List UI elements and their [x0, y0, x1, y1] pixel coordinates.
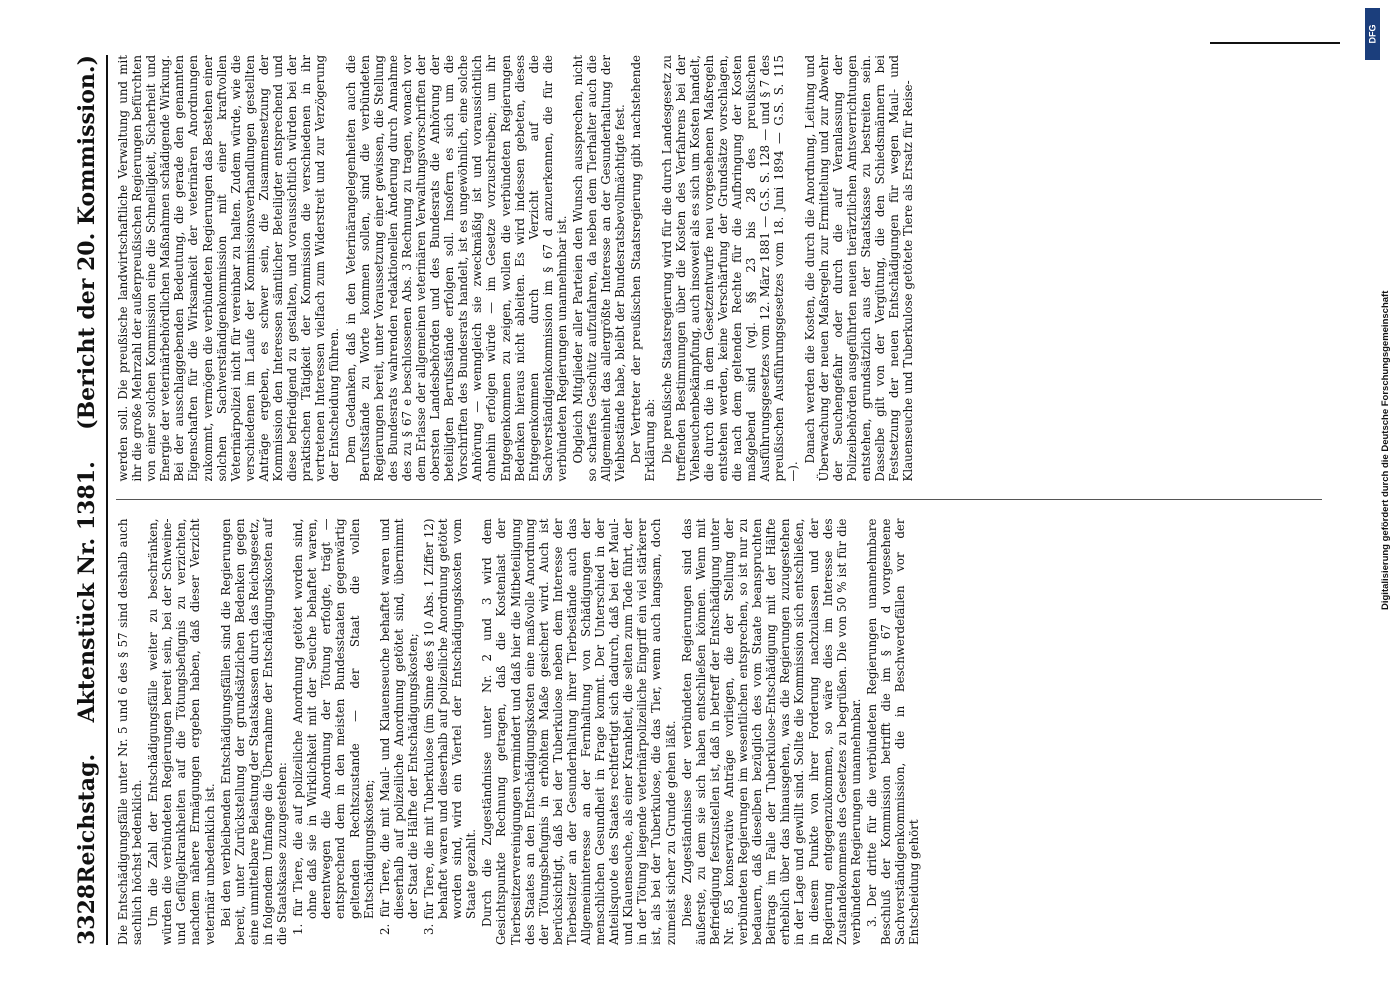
page-number: 3328: [73, 883, 100, 945]
paragraph: Dem Gedanken, daß in den Veterinärangelegenheiten auch die Berufsstände zu Worte kommen sollen, sind die verbündeten Regierungen bereit, unter Voraussetzung einer gewissen, die Stellung des Bundesrats wahrenden redaktionellen Änderung durch Annahme des zu § 67 e beschlossenen Abs. 3 Rechnung zu tragen, wonach vor dem Erlasse der allgemeinen veterinären Verwaltungsvorschriften der obersten Landesbehörden und des Bundesrats die Anhörung der beteiligten Berufsstände erfolgen soll. Insofern es sich um die Vorschriften des Bundesrats handelt, ist es ungewöhnlich, eine solche Anhörung — wenngleich sie zweckmäßig ist und voraussichtlich ohnehin erfolgen würde — im Gesetze vorzuschreiben; um ihr Entgegenkommen zu zeigen, wollen die verbündeten Regierungen Bedenken hieraus nicht ableiten. Es wird indessen gebeten, dieses Entgegenkommen durch Verzicht auf die Sachverständigenkommission im § 67 d anzuerkennen, die für die verbündeten Regierungen unannehmbar ist.: [343, 55, 569, 482]
paragraph: 3. Der dritte für die verbündeten Regierungen unannehmbare Beschluß der Kommission betrifft die im § 67 d vorgesehene Sachverständigenkommission, die in Beschwerdefällen vor der Entscheidung gehört: [864, 518, 921, 945]
paragraph: Durch die Zugeständnisse unter Nr. 2 und 3 wird dem Gesichtspunkte Rechnung getragen, daß die Kostenlast der Tierbesitzervereinigungen vermindert und daß hier die Mitbeteiligung des Staates an den Entschädigungskosten eine maßvolle Anordnung der Tötungsbefugnis in erhöhtem Maße gesichert wird. Auch ist berücksichtigt, daß bei der Tuberkulose neben dem Interesse der Tierbesitzer an der Gesunderhaltung ihrer Tierbestände auch das Allgemeininteresse an der Fernhaltung von Schädigungen der menschlichen Gesundheit in Frage kommt. Der Unterschied in der Anteilsquote des Staates rechtfertigt sich dadurch, daß bei der Maul- und Klauenseuche, als einer Krankheit, die selten zum Tode führt, der in der Tötung liegende veterinärpolizeiliche Eingriff ein viel stärkerer ist, als bei der Tuberkulose, die das Tier, wenn auch langsam, doch zumeist sicher zu Grunde gehen läßt.: [479, 518, 678, 945]
header-rule: [106, 55, 108, 945]
paragraph: Die preußische Staatsregierung wird für die durch Landesgesetz zu treffenden Bestimmungen über die Kosten des Verfahrens bei der Viehseuchenbekämpfung, auch insoweit als es sich um Kosten handelt, die durch die in dem Gesetzentwurfe neu vorgesehenen Maßregeln entstehen werden, keine Verschärfung der Grundsätze vorschlagen, die nach dem geltenden Rechte für die Aufbringung der Kosten maßgebend sind (vgl. §§ 23 bis 28 des preußischen Ausführungsgesetzes vom 12. März 1881 — G.S. S. 128 — und § 7 des preußischen Ausführungsgesetzes vom 18. Juni 1894 — G.S. S. 115 —).: [659, 55, 800, 482]
paragraph: Diese Zugeständnisse der verbündeten Regierungen sind das äußerste, zu dem sie sich haben entschließen können. Wenn mit Befriedigung festzustellen ist, daß in betreff der Entschädigung unter Nr. 85 konservative Anträge vorliegen, die der Stellung der verbündeten Regierungen im wesentlichen entsprechen, so ist nur zu bedauern, daß dieselben bezüglich des vom Staate beanspruchten Beitrags im Falle der Tuberkulose-Entschädigung mit der Hälfte erheblich über das hinausgehen, was die Regierungen zuzugestehen in der Lage und gewillt sind. Sollte die Kommission sich entschließen, in diesem Punkte von ihrer Forderung nachzulassen und der Regierung entgegenzukommen, so wäre dies im Interesse des Zustandekommens des Gesetzes zu begrüßen. Die von 50 % ist für die verbündeten Regierungen unannehmbar.: [679, 518, 863, 945]
text-columns: [116, 55, 1322, 945]
digitization-sidebar: DFG Digitalisierung gefördert durch die Deutsche Forschungsgemeinschaft: [1361, 0, 1383, 1000]
list-item: 3. für Tiere, die mit Tuberkulose (im Sinne des § 10 Abs. 1 Ziffer 12) behaftet waren und dieserhalb auf polizeiliche Anordnung getötet worden sind, wird ein Viertel der Entschädigungskosten vom Staate gezahlt.: [421, 518, 478, 935]
column-divider: [116, 500, 1322, 501]
page-header: [60, 55, 100, 945]
paragraph: Der Vertreter der preußischen Staatsregierung gibt nachstehende Erklärung ab:: [628, 55, 657, 482]
left-column: [116, 519, 1322, 946]
paragraph: Bei den verbleibenden Entschädigungsfällen sind die Regierungen bereit, unter Zurückstellung der grundsätzlichen Bedenken gegen eine unmittelbare Belastung der Staatskassen durch das Reichsgesetz, in folgendem Umfange die Übernahme der Entschädigungskosten auf die Staatskasse zuzugestehen:: [218, 518, 289, 945]
dfg-logo: [1365, 8, 1380, 60]
header-left-title: Reichstag.: [73, 753, 100, 884]
list-item: 1. für Tiere, die auf polizeiliche Anordnung getötet worden sind, ohne daß sie in Wirklichkeit mit der Seuche behaftet waren, derentwegen die Anordnung der Tötung erfolgte, trägt — entsprechend dem in den meisten Bundesstaaten gegenwärtig geltenden Rechtszustande — der Staat die vollen Entschädigungskosten;: [290, 518, 376, 935]
list-item: 2. für Tiere, die mit Maul- und Klauenseuche behaftet waren und dieserhalb auf polizeiliche Anordnung getötet sind, übernimmt der Staat die Hälfte der Entschädigungskosten;: [377, 518, 420, 935]
paragraph: Die Entschädigungsfälle unter Nr. 5 und 6 des § 57 sind deshalb auch sachlich höchst bedenklich.: [115, 518, 144, 945]
header-right-title: (Bericht der 20. Kommission.): [73, 55, 100, 430]
paragraph: Um die Zahl der Entschädigungsfälle weiter zu beschränken, würden die verbündeten Regierungen bereit sein, bei der Schweine- und Geflügelkrankheiten auf die Tötungsbefugnis zu verzichten, nachdem nähere Ermägungen ergeben haben, daß dieser Verzicht veterinär unbedenklich ist.: [145, 518, 217, 945]
rotated-page-content: [42, 25, 1342, 975]
paragraph: Obgleich Mitglieder aller Parteien den Wunsch aussprechen, nicht so scharfes Geschütz aufzufahren, da neben dem Tierhalter auch die Allgemeinheit das allergrößte Interesse an der Gesunderhaltung der Viehbestände habe, bleibt der Bundesratsbevollmächtigte fest.: [570, 55, 627, 482]
paragraph: werden soll. Die preußische landwirtschaftliche Verwaltung und mit ihr die große Mehrzahl der außerpreußischen Regierungen befürchten von einer solchen Kommission eine die Schnelligkeit, Sicherheit und Energie der veterinärbehördlichen Maßnahmen schädigende Wirkung. Bei der ausschlaggebenden Bedeutung, die gerade den genannten Eigenschaften für die Wirksamkeit der veterinären Anordnungen zukommt, vermögen die verbündeten Regierungen das Bestehen einer solchen Sachverständigenkommission mit einer kraftvollen Veterinärpolizei nicht für vereinbar zu halten. Zudem würde, wie die verschiedenen im Laufe der Kommissionsverhandlungen gestellten Anträge ergeben, es schwer sein, die Zusammensetzung der Kommission den Interessen sämtlicher Beteiligter entsprechend und diese befriedigend zu gestalten, und voraussichtlich würden bei der praktischen Tätigkeit der Kommission die verschiedenen in ihr vertretenen Interessen vielfach zum Widerstreit und zur Verzögerung der Entscheidung führen.: [115, 55, 341, 482]
paragraph: Danach werden die Kosten, die durch die Anordnung, Leitung und Überwachung der neuen Maßregeln zur Ermittelung und zur Abwehr der Seuchengefahr oder durch die auf Veranlassung der Polizeibehörden ausgeführten neuen tierärztlichen Amtsverrichtungen entstehen, grundsätzlich aus der Staatskasse zu bestreiten sein. Dasselbe gilt von der Vergütung, die den Schiedsmännern bei Festsetzung der neuen Entschädigungen für wegen Maul- und Klauenseuche und Tuberkulose getötete Tiere als Ersatz für Reise-: [802, 55, 915, 482]
right-column: [116, 55, 1322, 482]
header-center-title: Aktenstück Nr. 1381.: [73, 461, 100, 723]
dfg-logo-text: DFG: [1367, 24, 1378, 44]
